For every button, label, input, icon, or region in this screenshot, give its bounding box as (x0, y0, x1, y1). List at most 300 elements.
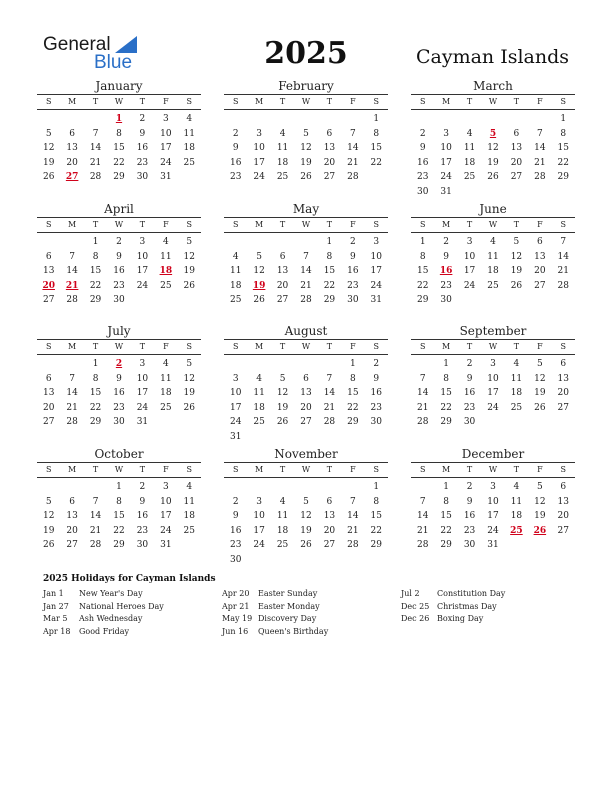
day-cell: 2 (349, 237, 356, 247)
day-cell: 3 (490, 359, 496, 369)
day-cell: 1 (349, 359, 356, 369)
day-blank (411, 357, 434, 372)
day-cell: 31 (136, 417, 149, 428)
day-cell: 25 (160, 402, 172, 413)
day-cell: 5 (256, 251, 262, 262)
day-cell: 4 (466, 128, 473, 139)
day-cell: 15 (416, 266, 429, 277)
day-cell: 12 (276, 388, 289, 399)
day-cell: 28 (300, 295, 312, 306)
month-march (411, 78, 575, 200)
day-cell: 10 (487, 496, 499, 507)
day-cell: 9 (139, 496, 146, 507)
day-cell: 4 (513, 359, 520, 369)
day-cell: 10 (229, 388, 242, 399)
weekday-label: M (68, 97, 77, 106)
day-grid (411, 112, 575, 200)
weekday-header (37, 462, 201, 478)
weekday-label: S (232, 465, 239, 474)
day-cell: 5 (45, 128, 52, 139)
day-cell: 25 (183, 157, 195, 168)
day-cell: 28 (416, 540, 429, 551)
month-october (37, 446, 201, 553)
weekday-header (411, 462, 575, 478)
day-cell: 13 (276, 266, 289, 277)
day-blank (224, 357, 247, 372)
day-cell: 18 (510, 511, 523, 522)
weekday-label: M (255, 465, 264, 474)
month-name: April (104, 202, 134, 216)
day-cell: 17 (160, 511, 172, 522)
day-cell: 24 (160, 525, 172, 536)
day-cell: 13 (66, 143, 78, 154)
day-cell: 7 (419, 496, 426, 507)
day-cell: 25 (276, 172, 289, 183)
weekday-header (224, 217, 388, 233)
month-name: January (95, 79, 143, 93)
day-blank (411, 480, 434, 495)
month-september (411, 323, 575, 430)
weekday-label: F (350, 465, 356, 474)
day-grid (37, 235, 201, 308)
weekday-label: S (373, 465, 380, 474)
day-cell: 5 (186, 237, 193, 247)
day-cell: 8 (419, 251, 426, 262)
day-cell: 20 (42, 402, 55, 413)
day-cell: 4 (162, 237, 169, 247)
day-cell: 22 (370, 525, 382, 536)
day-cell: 24 (136, 402, 149, 413)
day-cell: 24 (487, 525, 499, 536)
day-cell: 10 (160, 496, 172, 507)
day-cell: 14 (66, 388, 78, 399)
weekday-label: S (560, 342, 567, 351)
day-cell: 28 (347, 172, 359, 183)
day-cell: 15 (113, 511, 125, 522)
day-cell: 4 (490, 237, 496, 247)
month-name: October (94, 447, 144, 461)
holiday-day: 1 (115, 114, 123, 124)
weekday-label: F (163, 97, 169, 106)
day-cell: 16 (136, 143, 149, 154)
day-blank (60, 112, 83, 127)
day-cell: 19 (300, 157, 312, 168)
day-cell: 5 (279, 373, 286, 384)
holiday-day: 5 (489, 128, 497, 139)
day-cell: 16 (463, 388, 476, 399)
day-cell: 11 (183, 496, 195, 507)
day-cell: 25 (183, 525, 195, 536)
day-cell: 18 (160, 388, 172, 399)
weekday-label: T (466, 465, 473, 474)
day-cell: 2 (232, 496, 239, 507)
weekday-label: W (114, 97, 124, 106)
holiday-name: Easter Monday (258, 601, 320, 611)
day-blank (294, 235, 317, 250)
day-cell: 12 (300, 143, 312, 154)
day-blank (318, 480, 341, 495)
day-cell: 2 (373, 359, 380, 369)
day-blank (224, 480, 247, 495)
day-cell: 26 (300, 540, 312, 551)
day-cell: 12 (300, 511, 312, 522)
day-cell: 18 (229, 280, 242, 291)
weekday-label: T (279, 220, 286, 229)
month-january (37, 78, 201, 185)
day-cell: 24 (253, 540, 265, 551)
day-cell: 12 (534, 496, 546, 507)
day-cell: 6 (45, 373, 52, 384)
day-cell: 8 (326, 251, 333, 262)
day-cell: 6 (45, 251, 52, 262)
day-cell: 9 (232, 511, 239, 522)
weekday-label: W (301, 465, 311, 474)
holiday-date: Jan 1 (43, 589, 64, 598)
day-cell: 23 (229, 540, 242, 551)
weekday-label: S (419, 342, 426, 351)
day-blank (318, 357, 341, 372)
day-cell: 31 (370, 295, 382, 306)
holiday-date: Jun 16 (222, 626, 249, 636)
weekday-label: S (419, 465, 426, 474)
holiday-day: 26 (533, 525, 547, 536)
day-grid (37, 112, 201, 185)
day-cell: 20 (66, 157, 78, 168)
weekday-label: T (92, 465, 99, 474)
day-cell: 30 (136, 540, 149, 551)
day-cell: 21 (89, 157, 102, 168)
holiday-name: Constitution Day (437, 589, 506, 598)
holidays-column (222, 588, 402, 638)
day-cell: 2 (116, 237, 122, 247)
day-cell: 29 (113, 540, 125, 551)
day-cell: 11 (510, 496, 523, 507)
day-cell: 19 (487, 157, 499, 168)
weekday-label: S (45, 220, 52, 229)
day-cell: 26 (300, 172, 312, 183)
day-cell: 9 (443, 251, 449, 262)
holidays-column (43, 588, 223, 638)
holiday-date: Apr 21 (222, 601, 250, 611)
day-cell: 19 (300, 525, 312, 536)
day-cell: 2 (443, 237, 449, 247)
day-cell: 28 (66, 417, 78, 428)
day-cell: 13 (300, 388, 312, 399)
day-cell: 20 (510, 157, 523, 168)
day-cell: 18 (510, 388, 523, 399)
day-cell: 7 (419, 373, 426, 384)
day-cell: 21 (66, 402, 78, 413)
day-cell: 28 (323, 417, 336, 428)
day-cell: 16 (113, 266, 125, 277)
day-cell: 28 (89, 172, 102, 183)
day-cell: 6 (326, 496, 333, 507)
day-cell: 22 (440, 402, 452, 413)
day-cell: 9 (419, 143, 426, 154)
weekday-label: W (301, 342, 311, 351)
weekday-label: T (326, 220, 333, 229)
day-cell: 2 (139, 114, 146, 124)
day-cell: 26 (253, 295, 265, 306)
day-cell: 8 (443, 373, 449, 384)
day-cell: 1 (560, 114, 567, 124)
weekday-label: M (68, 342, 77, 351)
day-cell: 7 (69, 251, 75, 262)
holiday-entry (222, 588, 402, 601)
day-cell: 14 (89, 511, 102, 522)
day-cell: 3 (256, 128, 262, 139)
day-cell: 17 (160, 143, 172, 154)
day-cell: 11 (160, 251, 172, 262)
holiday-entry (222, 626, 402, 639)
day-cell: 11 (276, 511, 289, 522)
weekday-label: T (279, 97, 286, 106)
holiday-entry (401, 613, 581, 626)
day-cell: 6 (560, 359, 567, 369)
day-cell: 11 (463, 143, 476, 154)
day-cell: 3 (466, 237, 473, 247)
day-cell: 4 (256, 373, 262, 384)
day-cell: 13 (42, 388, 55, 399)
day-cell: 30 (113, 295, 125, 306)
day-cell: 17 (253, 157, 265, 168)
holiday-name: National Heroes Day (79, 601, 164, 611)
day-cell: 6 (560, 482, 567, 492)
day-cell: 22 (370, 157, 382, 168)
day-blank (84, 112, 107, 127)
day-cell: 6 (513, 128, 520, 139)
day-cell: 21 (557, 266, 569, 277)
weekday-label: S (419, 220, 426, 229)
day-cell: 16 (347, 266, 359, 277)
day-cell: 3 (232, 373, 239, 384)
day-cell: 3 (256, 496, 262, 507)
day-cell: 15 (440, 388, 452, 399)
day-cell: 15 (347, 388, 359, 399)
weekday-label: T (139, 465, 146, 474)
weekday-label: W (114, 465, 124, 474)
day-cell: 26 (510, 280, 523, 291)
day-cell: 25 (160, 280, 172, 291)
weekday-label: T (513, 465, 520, 474)
holiday-date: Jul 2 (401, 589, 420, 598)
day-blank (60, 357, 83, 372)
day-blank (247, 480, 270, 495)
day-cell: 18 (276, 157, 289, 168)
day-cell: 26 (276, 417, 289, 428)
day-cell: 16 (229, 525, 242, 536)
day-cell: 15 (323, 266, 336, 277)
day-cell: 10 (370, 251, 382, 262)
day-cell: 29 (370, 540, 382, 551)
weekday-label: F (350, 342, 356, 351)
day-cell: 15 (113, 143, 125, 154)
day-grid (224, 235, 388, 308)
day-cell: 12 (183, 251, 195, 262)
day-cell: 27 (534, 280, 546, 291)
day-cell: 25 (487, 280, 499, 291)
day-cell: 8 (116, 128, 122, 139)
day-cell: 13 (42, 266, 55, 277)
day-cell: 1 (116, 482, 122, 492)
day-cell: 14 (347, 511, 359, 522)
day-cell: 9 (349, 251, 356, 262)
day-cell: 11 (487, 251, 499, 262)
day-cell: 17 (136, 388, 149, 399)
month-name: December (461, 447, 525, 461)
day-cell: 1 (373, 482, 380, 492)
logo-triangle-icon (115, 36, 137, 53)
day-blank (271, 480, 294, 495)
day-grid (37, 357, 201, 430)
day-cell: 5 (303, 496, 309, 507)
day-cell: 11 (183, 128, 195, 139)
day-cell: 16 (416, 157, 429, 168)
holidays-title: 2025 Holidays for Cayman Islands (43, 574, 216, 584)
weekday-header (224, 462, 388, 478)
day-blank (271, 357, 294, 372)
weekday-label: F (537, 465, 543, 474)
weekday-label: S (373, 97, 380, 106)
weekday-header (37, 94, 201, 110)
day-cell: 1 (326, 237, 333, 247)
weekday-label: W (488, 220, 498, 229)
day-cell: 22 (557, 157, 569, 168)
weekday-label: S (560, 220, 567, 229)
day-cell: 17 (253, 525, 265, 536)
day-cell: 30 (370, 417, 382, 428)
day-cell: 14 (534, 143, 546, 154)
holiday-day: 27 (65, 172, 79, 183)
day-cell: 15 (89, 388, 102, 399)
day-cell: 30 (440, 295, 452, 306)
day-grid (224, 357, 388, 445)
day-cell: 7 (560, 237, 567, 247)
day-cell: 26 (534, 402, 546, 413)
day-cell: 5 (45, 496, 52, 507)
month-december (411, 446, 575, 553)
weekday-label: F (537, 97, 543, 106)
day-cell: 25 (510, 402, 523, 413)
day-cell: 18 (183, 143, 195, 154)
holiday-name: Christmas Day (437, 601, 497, 611)
day-cell: 31 (440, 186, 452, 197)
day-cell: 20 (276, 280, 289, 291)
day-cell: 7 (303, 251, 309, 262)
weekday-label: F (163, 465, 169, 474)
day-cell: 29 (440, 540, 452, 551)
day-cell: 2 (466, 482, 473, 492)
day-cell: 28 (557, 280, 569, 291)
day-cell: 18 (253, 402, 265, 413)
holiday-date: Apr 18 (43, 626, 71, 636)
day-cell: 11 (276, 143, 289, 154)
day-cell: 24 (487, 402, 499, 413)
day-cell: 13 (66, 511, 78, 522)
weekday-label: S (186, 220, 193, 229)
day-cell: 23 (113, 280, 125, 291)
day-blank (247, 357, 270, 372)
day-cell: 25 (229, 295, 242, 306)
logo-text-blue: Blue (94, 52, 133, 73)
day-cell: 8 (349, 373, 356, 384)
month-name: May (292, 202, 320, 216)
day-cell: 17 (370, 266, 382, 277)
day-cell: 13 (510, 143, 523, 154)
day-cell: 27 (557, 525, 569, 536)
day-cell: 10 (136, 373, 149, 384)
day-cell: 10 (463, 251, 476, 262)
weekday-label: M (255, 342, 264, 351)
weekday-label: S (232, 220, 239, 229)
day-cell: 14 (416, 388, 429, 399)
day-cell: 26 (183, 402, 195, 413)
month-name: June (479, 202, 507, 216)
weekday-label: S (373, 342, 380, 351)
weekday-label: M (68, 220, 77, 229)
day-cell: 27 (510, 172, 523, 183)
day-cell: 8 (373, 496, 380, 507)
weekday-label: F (350, 220, 356, 229)
weekday-label: T (139, 220, 146, 229)
day-cell: 27 (323, 172, 336, 183)
day-cell: 30 (113, 417, 125, 428)
day-cell: 3 (373, 237, 380, 247)
year-title: 2025 (264, 36, 348, 71)
holiday-entry (43, 588, 223, 601)
weekday-label: S (45, 97, 52, 106)
weekday-label: T (326, 97, 333, 106)
day-blank (224, 235, 247, 250)
weekday-header (224, 94, 388, 110)
day-cell: 23 (463, 402, 476, 413)
day-cell: 26 (42, 172, 55, 183)
day-cell: 27 (323, 540, 336, 551)
day-cell: 16 (463, 511, 476, 522)
day-cell: 23 (347, 280, 359, 291)
day-cell: 21 (300, 280, 312, 291)
holiday-day: 18 (159, 266, 173, 277)
month-november (224, 446, 388, 568)
weekday-label: T (466, 342, 473, 351)
day-cell: 8 (92, 251, 99, 262)
day-cell: 9 (466, 496, 473, 507)
day-cell: 14 (323, 388, 336, 399)
day-blank (271, 112, 294, 127)
day-cell: 27 (276, 295, 289, 306)
day-cell: 25 (276, 540, 289, 551)
weekday-label: T (326, 342, 333, 351)
day-cell: 24 (136, 280, 149, 291)
month-name: February (278, 79, 334, 93)
day-cell: 23 (440, 280, 452, 291)
holiday-name: Discovery Day (258, 614, 317, 623)
day-blank (411, 112, 434, 127)
day-cell: 16 (370, 388, 382, 399)
day-blank (294, 357, 317, 372)
day-cell: 20 (557, 511, 569, 522)
month-name: August (284, 324, 328, 338)
day-cell: 22 (113, 525, 125, 536)
day-cell: 23 (113, 402, 125, 413)
day-cell: 8 (116, 496, 122, 507)
weekday-label: M (255, 97, 264, 106)
day-cell: 7 (92, 128, 99, 139)
day-cell: 26 (183, 280, 195, 291)
day-cell: 4 (513, 482, 520, 492)
month-name: November (274, 447, 338, 461)
weekday-label: M (442, 220, 451, 229)
